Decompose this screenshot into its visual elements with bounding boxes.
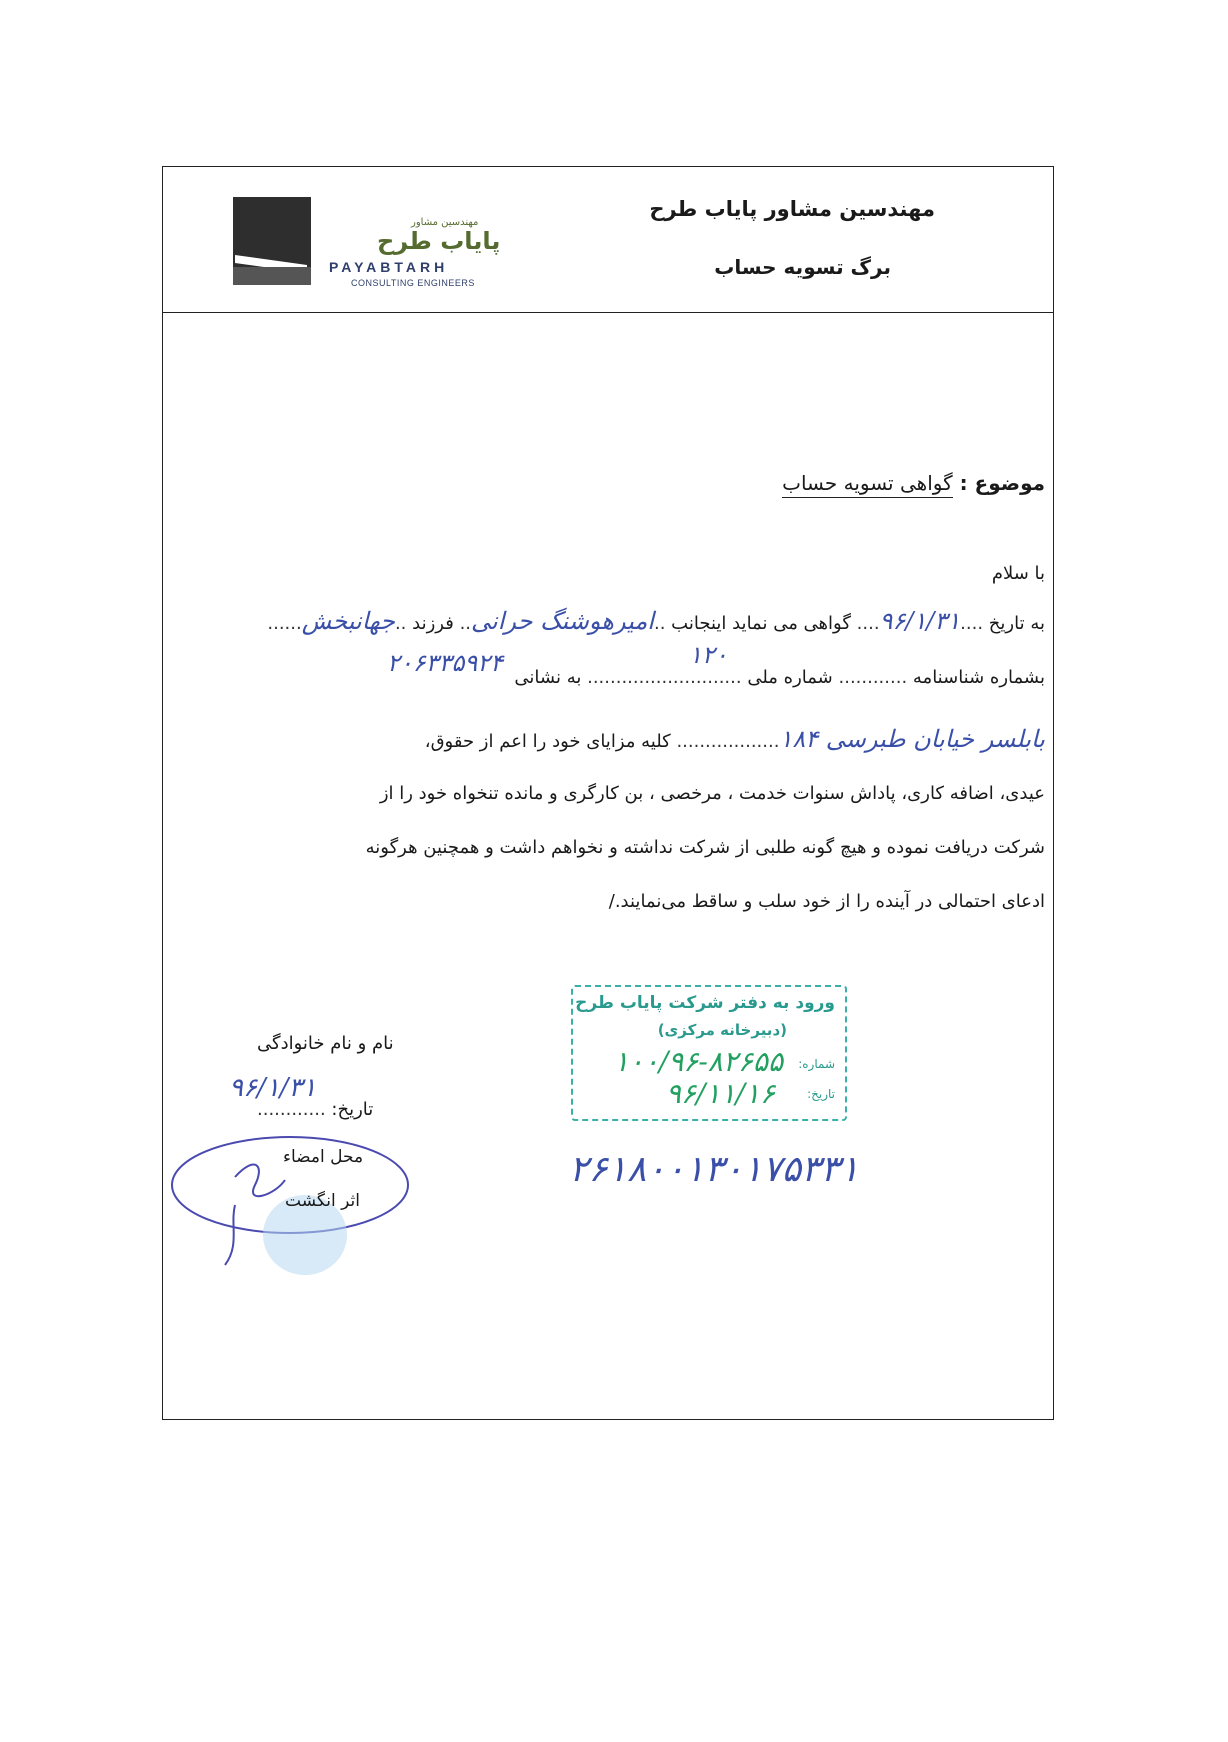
handwritten-father-name: جهانبخش: [301, 607, 395, 635]
logo-en-sub: CONSULTING ENGINEERS: [351, 278, 475, 288]
stamp-date-label: تاریخ:: [807, 1087, 835, 1101]
name-label: نام و نام خانوادگی: [257, 1033, 394, 1054]
body-text: شماره ملی: [747, 667, 833, 688]
logo-en-name: PAYABTARH: [329, 259, 449, 275]
body-text: به تاریخ: [988, 613, 1045, 634]
body-text: کلیه مزایای خود را اعم از حقوق،: [424, 731, 671, 752]
payabtarh-logo-icon: [233, 197, 311, 285]
body-line-4: عیدی، اضافه کاری، پاداش سنوات خدمت ، مرخصی ، بن کارگری و مانده تنخواه خود را از: [379, 783, 1045, 804]
body-line-3: بابلسر خیابان طبرسی ۱۸۴.................. کلیه مزایای خود را اعم از حقوق،: [424, 725, 1045, 753]
handwritten-number: ۲۶۱۸۰۰۱۳۰۱۷۵۳۳۱: [569, 1149, 860, 1190]
body-text: فرزند: [412, 613, 454, 634]
body-line-1: به تاریخ ....۹۶/۱/۳۱.... گواهی می نماید اینجانب ..امیرهوشنگ حرانی.. فرزند ..جهانبخش......: [267, 607, 1045, 635]
handwritten-id-number: ۱۲۰: [689, 641, 728, 669]
company-name: مهندسین مشاور پایاب طرح: [649, 197, 935, 221]
body-text: بشماره شناسنامه: [912, 667, 1045, 688]
handwritten-national-code: ۲۰۶۳۳۵۹۲۴: [387, 649, 504, 677]
handwritten-address: بابلسر خیابان طبرسی ۱۸۴: [779, 725, 1045, 753]
handwritten-date: ۹۶/۱/۳۱: [879, 607, 961, 635]
stamp-title: ورود به دفتر شرکت پایاب طرح: [575, 993, 835, 1013]
greeting: با سلام: [991, 563, 1045, 584]
logo-fa-name: پایاب طرح: [377, 227, 501, 255]
signature-place-label: محل امضاء: [283, 1147, 364, 1167]
body-text: گواهی می نماید اینجانب: [671, 613, 851, 634]
subject-label: موضوع :: [959, 471, 1045, 495]
handwritten-name: امیرهوشنگ حرانی: [471, 607, 654, 635]
body-text: به نشانی: [514, 667, 582, 688]
stamp-number: ۱۰۰/۹۶-۸۲۶۵۵: [613, 1045, 783, 1078]
fingerprint-label: اثر انگشت: [285, 1191, 360, 1211]
stamp-date: ۹۶/۱۱/۱۶: [665, 1077, 775, 1110]
signature-date: تاریخ: ............: [257, 1099, 374, 1120]
form-title: برگ تسویه حساب: [714, 255, 891, 279]
subject-value: گواهی تسویه حساب: [782, 471, 953, 498]
handwritten-signature-date: ۹۶/۱/۳۱: [229, 1073, 317, 1103]
body-line-6: ادعای احتمالی در آینده را از خود سلب و ساقط می‌نمایند./: [608, 891, 1045, 912]
registration-stamp: [571, 985, 847, 1121]
document-frame: [162, 166, 1054, 1420]
stamp-subtitle: (دبیرخانه مرکزی): [657, 1021, 787, 1039]
stamp-number-label: شماره:: [798, 1057, 835, 1071]
document-header: [163, 167, 1053, 313]
body-line-2: بشماره شناسنامه ............ شماره ملی ........................... به نشانی: [514, 667, 1045, 688]
logo-fa-small: مهندسین مشاور: [411, 217, 479, 228]
body-line-5: شرکت دریافت نموده و هیچ گونه طلبی از شرکت نداشته و نخواهم داشت و همچنین هرگونه: [365, 837, 1045, 858]
subject-line: [782, 471, 1045, 495]
